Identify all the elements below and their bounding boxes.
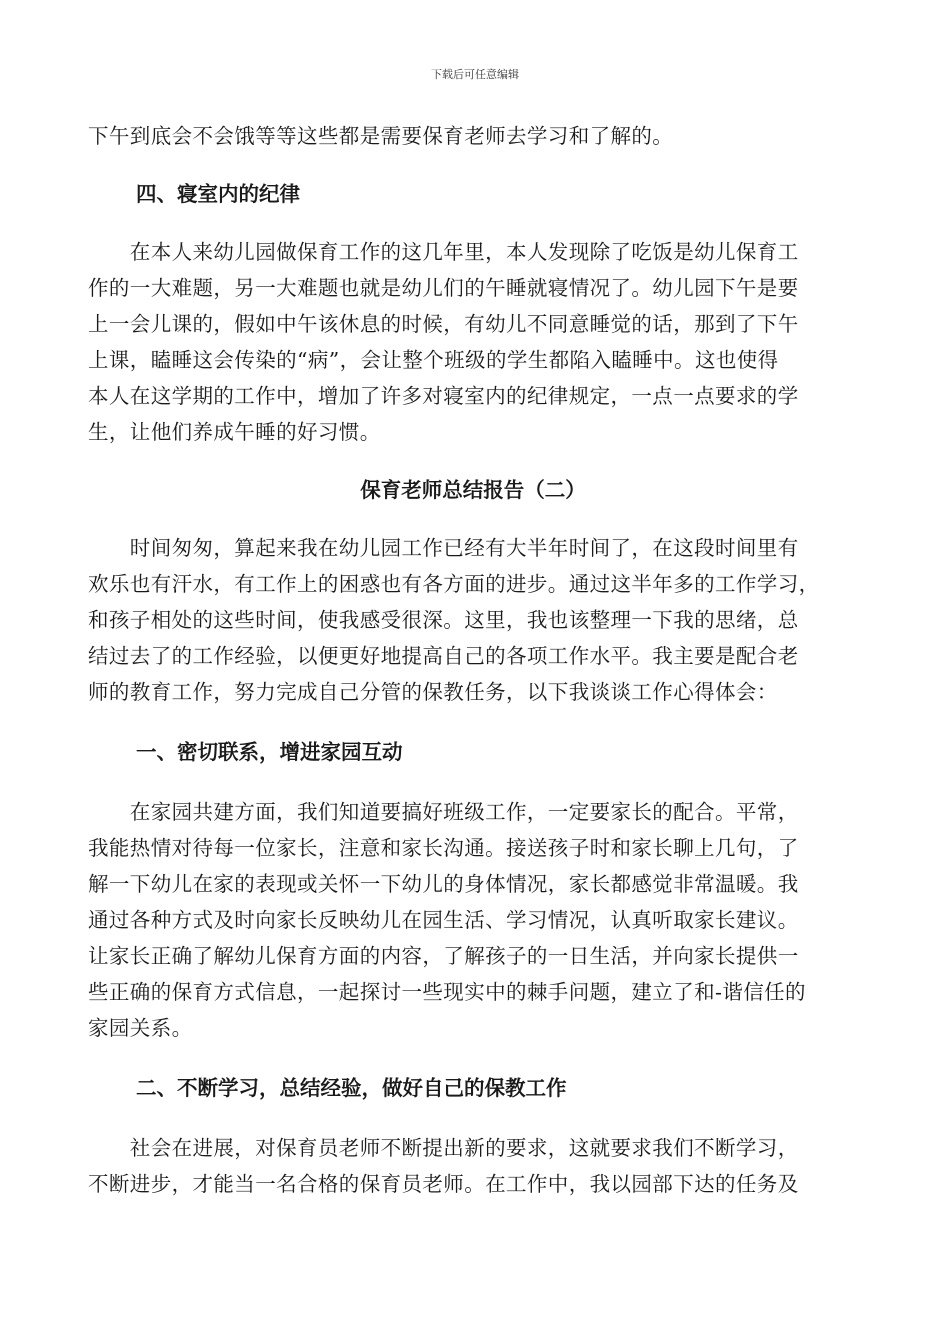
document-body [88, 118, 858, 1202]
paragraph-home-school [88, 794, 858, 1046]
paragraph-line: 时间匆匆，算起来我在幼儿园工作已经有大半年时间了，在这段时间里有 [88, 536, 799, 560]
paragraph-line: 本人在这学期的工作中，增加了许多对寝室内的纪律规定，一点一点要求的学 [88, 384, 799, 408]
paragraph-line: 上一会儿课的，假如中午该休息的时候，有幼儿不同意睡觉的话，那到了下午 [88, 312, 799, 336]
section-heading-learning: 二、不断学习，总结经验，做好自己的保教工作 [136, 1076, 567, 1100]
paragraph-line: 解一下幼儿在家的表现或关怀一下幼儿的身体情况，家长都感觉非常温暖。我 [88, 872, 799, 896]
paragraph-line: 在本人来幼儿园做保育工作的这几年里，本人发现除了吃饭是幼儿保育工 [88, 240, 799, 264]
paragraph-line: 在家园共建方面，我们知道要搞好班级工作，一定要家长的配合。平常， [88, 800, 799, 824]
paragraph-nap-discipline [88, 234, 858, 450]
paragraph-line: 作的一大难题，另一大难题也就是幼儿们的午睡就寝情况了。幼儿园下午是要 [88, 276, 799, 300]
paragraph-line: 上课，瞌睡这会传染的“病”，会让整个班级的学生都陷入瞌睡中。这也使得 [88, 348, 779, 372]
paragraph-line: 结过去了的工作经验，以便更好地提高自己的各项工作水平。我主要是配合老 [88, 644, 799, 668]
paragraph-line: 些正确的保育方式信息，一起探讨一些现实中的棘手问题，建立了和-谐信任的 [88, 980, 806, 1004]
paragraph-line: 通过各种方式及时向家长反映幼儿在园生活、学习情况，认真听取家长建议。 [88, 908, 799, 932]
paragraph-line: 和孩子相处的这些时间，使我感受很深。这里，我也该整理一下我的思绪，总 [88, 608, 799, 632]
paragraph-line: 欢乐也有汗水，有工作上的困惑也有各方面的进步。通过这半年多的工作学习， [88, 572, 820, 596]
page-header-note: 下载后可任意编辑 [431, 68, 519, 81]
paragraph-line: 师的教育工作，努力完成自己分管的保教任务，以下我谈谈工作心得体会： [88, 680, 778, 704]
paragraph-learning [88, 1130, 858, 1202]
paragraph-line: 生，让他们养成午睡的好习惯。 [88, 420, 381, 444]
section-heading-dormitory-discipline: 四、寝室内的纪律 [136, 182, 300, 206]
paragraph-line: 下午到底会不会饿等等这些都是需要保育老师去学习和了解的。 [88, 124, 674, 148]
paragraph-line: 我能热情对待每一位家长，注意和家长沟通。接送孩子时和家长聊上几句，了 [88, 836, 799, 860]
paragraph-line: 不断进步，才能当一名合格的保育员老师。在工作中，我以园部下达的任务及 [88, 1172, 799, 1196]
paragraph-line: 社会在进展，对保育员老师不断提出新的要求，这就要求我们不断学习， [88, 1136, 799, 1160]
paragraph-intro [88, 530, 858, 710]
report-title: 保育老师总结报告（二） [360, 478, 586, 502]
paragraph-line: 家园关系。 [88, 1016, 193, 1040]
paragraph-line: 让家长正确了解幼儿保育方面的内容，了解孩子的一日生活，并向家长提供一 [88, 944, 799, 968]
section-heading-home-school: 一、密切联系，增进家园互动 [136, 740, 403, 764]
